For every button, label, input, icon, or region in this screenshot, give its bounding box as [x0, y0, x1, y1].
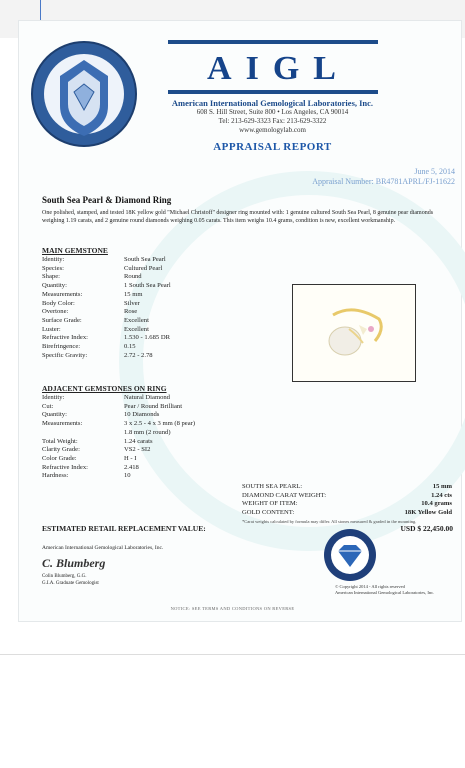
- row-value: Cultured Pearl: [124, 264, 163, 272]
- row-value: Excellent: [124, 316, 149, 324]
- row-value: 2.72 - 2.78: [124, 351, 153, 359]
- brand-wordmark: AIGL: [207, 50, 350, 87]
- row-value: Natural Diamond: [124, 394, 170, 401]
- laboratory-seal: [322, 527, 378, 583]
- appraisal-number: Appraisal Number: BR4781APRL/FJ-11622: [312, 177, 455, 186]
- row-label: Color Grade:: [42, 454, 77, 462]
- row-label: Refractive Index:: [42, 334, 88, 342]
- brand-block: [160, 40, 385, 153]
- row-value: 3 x 2.5 - 4 x 3 mm (8 pear): [124, 420, 196, 428]
- org-website[interactable]: www.gemologylab.com: [239, 126, 306, 134]
- table-row: [42, 256, 244, 265]
- row-label: Total Weight:: [42, 437, 78, 445]
- row-value: Excellent: [124, 325, 149, 333]
- row-label: Hardness:: [42, 472, 69, 480]
- table-row: [242, 492, 452, 501]
- row-label: [42, 429, 124, 438]
- row-label: Specific Gravity:: [42, 351, 88, 359]
- row-label: Overtone:: [42, 308, 69, 316]
- valuation-label: ESTIMATED RETAIL REPLACEMENT VALUE:: [42, 524, 206, 533]
- row-value: Pear / Round Brilliant: [124, 402, 183, 410]
- copyright-block: [335, 584, 434, 596]
- brand-top-bar: [168, 40, 378, 44]
- footer-org: American International Gemological Laboratories, Inc.: [42, 545, 164, 551]
- signer-block: [42, 574, 99, 587]
- org-name: American International Gemological Laboratories, Inc.: [171, 98, 374, 108]
- row-value: 10 Diamonds: [124, 411, 160, 419]
- row-label: SOUTH SEA PEARL:: [242, 483, 303, 490]
- table-row: [242, 509, 452, 518]
- row-label: Shape:: [42, 273, 60, 281]
- table-row: [42, 472, 244, 481]
- copyright-line: © Copyright 2014 - All rights reserved: [335, 584, 405, 589]
- row-value: 1.24 cts: [431, 491, 452, 499]
- table-row: [42, 334, 244, 343]
- table-row: [42, 446, 244, 455]
- table-row: [42, 326, 244, 335]
- row-value: 15 mm: [432, 483, 452, 490]
- row-label: Birefringence:: [42, 343, 81, 351]
- row-label: WEIGHT OF ITEM:: [242, 500, 298, 508]
- row-label: Cut:: [42, 402, 54, 410]
- main-gemstone-table: [42, 256, 244, 360]
- row-label: Body Color:: [42, 299, 75, 307]
- org-address: 608 S. Hill Street, Suite 800 • Los Angeles, CA 90014: [196, 108, 349, 116]
- row-value: 15 mm: [124, 290, 143, 298]
- main-gemstone-heading: MAIN GEMSTONE: [42, 246, 108, 255]
- row-value: VS2 - SI2: [124, 446, 151, 454]
- row-label: Species:: [42, 264, 64, 272]
- table-row: [42, 273, 244, 282]
- copyright-org: American International Gemological Laboratories, Inc.: [335, 590, 435, 595]
- signer-title: G.I.A. Graduate Gemologist: [42, 580, 99, 586]
- row-label: Luster:: [42, 325, 61, 333]
- table-row: [42, 291, 244, 300]
- table-row: [42, 455, 244, 464]
- row-label: DIAMOND CARAT WEIGHT:: [242, 491, 327, 499]
- report-meta: [312, 167, 455, 187]
- row-label: Identity:: [42, 256, 65, 263]
- report-type: APPRAISAL REPORT: [213, 141, 332, 153]
- row-value: Round: [124, 273, 142, 281]
- summary-table: [242, 483, 452, 517]
- adjacent-gemstones-table: [42, 394, 244, 481]
- table-row: [42, 308, 244, 317]
- table-row: [42, 317, 244, 326]
- table-row: [42, 464, 244, 473]
- item-description: One polished, stamped, and tested 18K yellow gold "Michael Christoff" designer ring mounted with: 1 genuine cultured South Sea Pearl, 8 genuine pear diamonds weighing 1.19 carats, and 2 genuine round diamonds weighing 0.05 carats. This item weighs 10.4 grams, condition is new, excellent workmanship.: [42, 210, 434, 224]
- table-row: [242, 483, 452, 492]
- signer-name: Colin Blumberg, G.G.: [42, 574, 87, 579]
- signature: C. Blumberg: [42, 556, 106, 570]
- row-label: Surface Grade:: [42, 316, 82, 324]
- scan-bottom-edge: [0, 654, 465, 655]
- row-value: 1.24 carats: [124, 437, 153, 445]
- ring-photo: [292, 284, 416, 382]
- ring-illustration: [293, 285, 415, 381]
- row-label: Quantity:: [42, 282, 67, 290]
- table-row: [42, 411, 244, 420]
- valuation-value: USD $ 22,450.00: [400, 524, 453, 533]
- row-label: Clarity Grade:: [42, 446, 80, 454]
- row-value: 1.530 - 1.685 DR: [124, 334, 170, 342]
- row-value: 10: [124, 472, 131, 480]
- item-title: South Sea Pearl & Diamond Ring: [42, 195, 172, 205]
- row-value: 2.418: [124, 463, 139, 471]
- row-value: 0.15: [124, 343, 136, 351]
- row-label: Measurements:: [42, 290, 83, 298]
- brand-bottom-bar: [168, 90, 378, 94]
- summary-note: *Carat weights calculated by formula may differ. All stones measured & graded in the mounting.: [242, 519, 417, 525]
- row-label: Identity:: [42, 394, 65, 401]
- table-row: [42, 429, 244, 438]
- table-row: [42, 282, 244, 291]
- aigl-emblem-logo: [30, 40, 138, 152]
- table-row: [42, 420, 244, 429]
- table-row: [42, 300, 244, 309]
- row-value: Rose: [124, 308, 138, 316]
- table-row: [242, 500, 452, 509]
- adjacent-heading: ADJACENT GEMSTONES ON RING: [42, 384, 167, 393]
- table-row: [42, 394, 244, 403]
- report-date: June 5, 2014: [414, 167, 455, 176]
- row-value: 1.8 mm (2 round): [124, 428, 171, 436]
- table-row: [42, 403, 244, 412]
- table-row: [42, 343, 244, 352]
- row-value: H - I: [124, 454, 137, 462]
- row-value: 1 South Sea Pearl: [124, 282, 171, 290]
- row-value: 18K Yellow Gold: [404, 508, 452, 516]
- row-label: Refractive Index:: [42, 463, 88, 471]
- row-label: GOLD CONTENT:: [242, 508, 295, 516]
- org-phone: Tel: 213-629-3323 Fax: 213-629-3322: [218, 117, 327, 125]
- terms-notice: NOTICE: SEE TERMS AND CONDITIONS ON REVERSE: [170, 606, 295, 611]
- table-row: [42, 265, 244, 274]
- summary-block: [242, 483, 452, 527]
- table-row: [42, 352, 244, 361]
- row-value: South Sea Pearl: [124, 256, 166, 263]
- table-row: [42, 438, 244, 447]
- row-label: Quantity:: [42, 411, 67, 419]
- row-label: Measurements:: [42, 420, 83, 428]
- row-value: 10.4 grams: [421, 500, 452, 508]
- row-value: Silver: [124, 299, 140, 307]
